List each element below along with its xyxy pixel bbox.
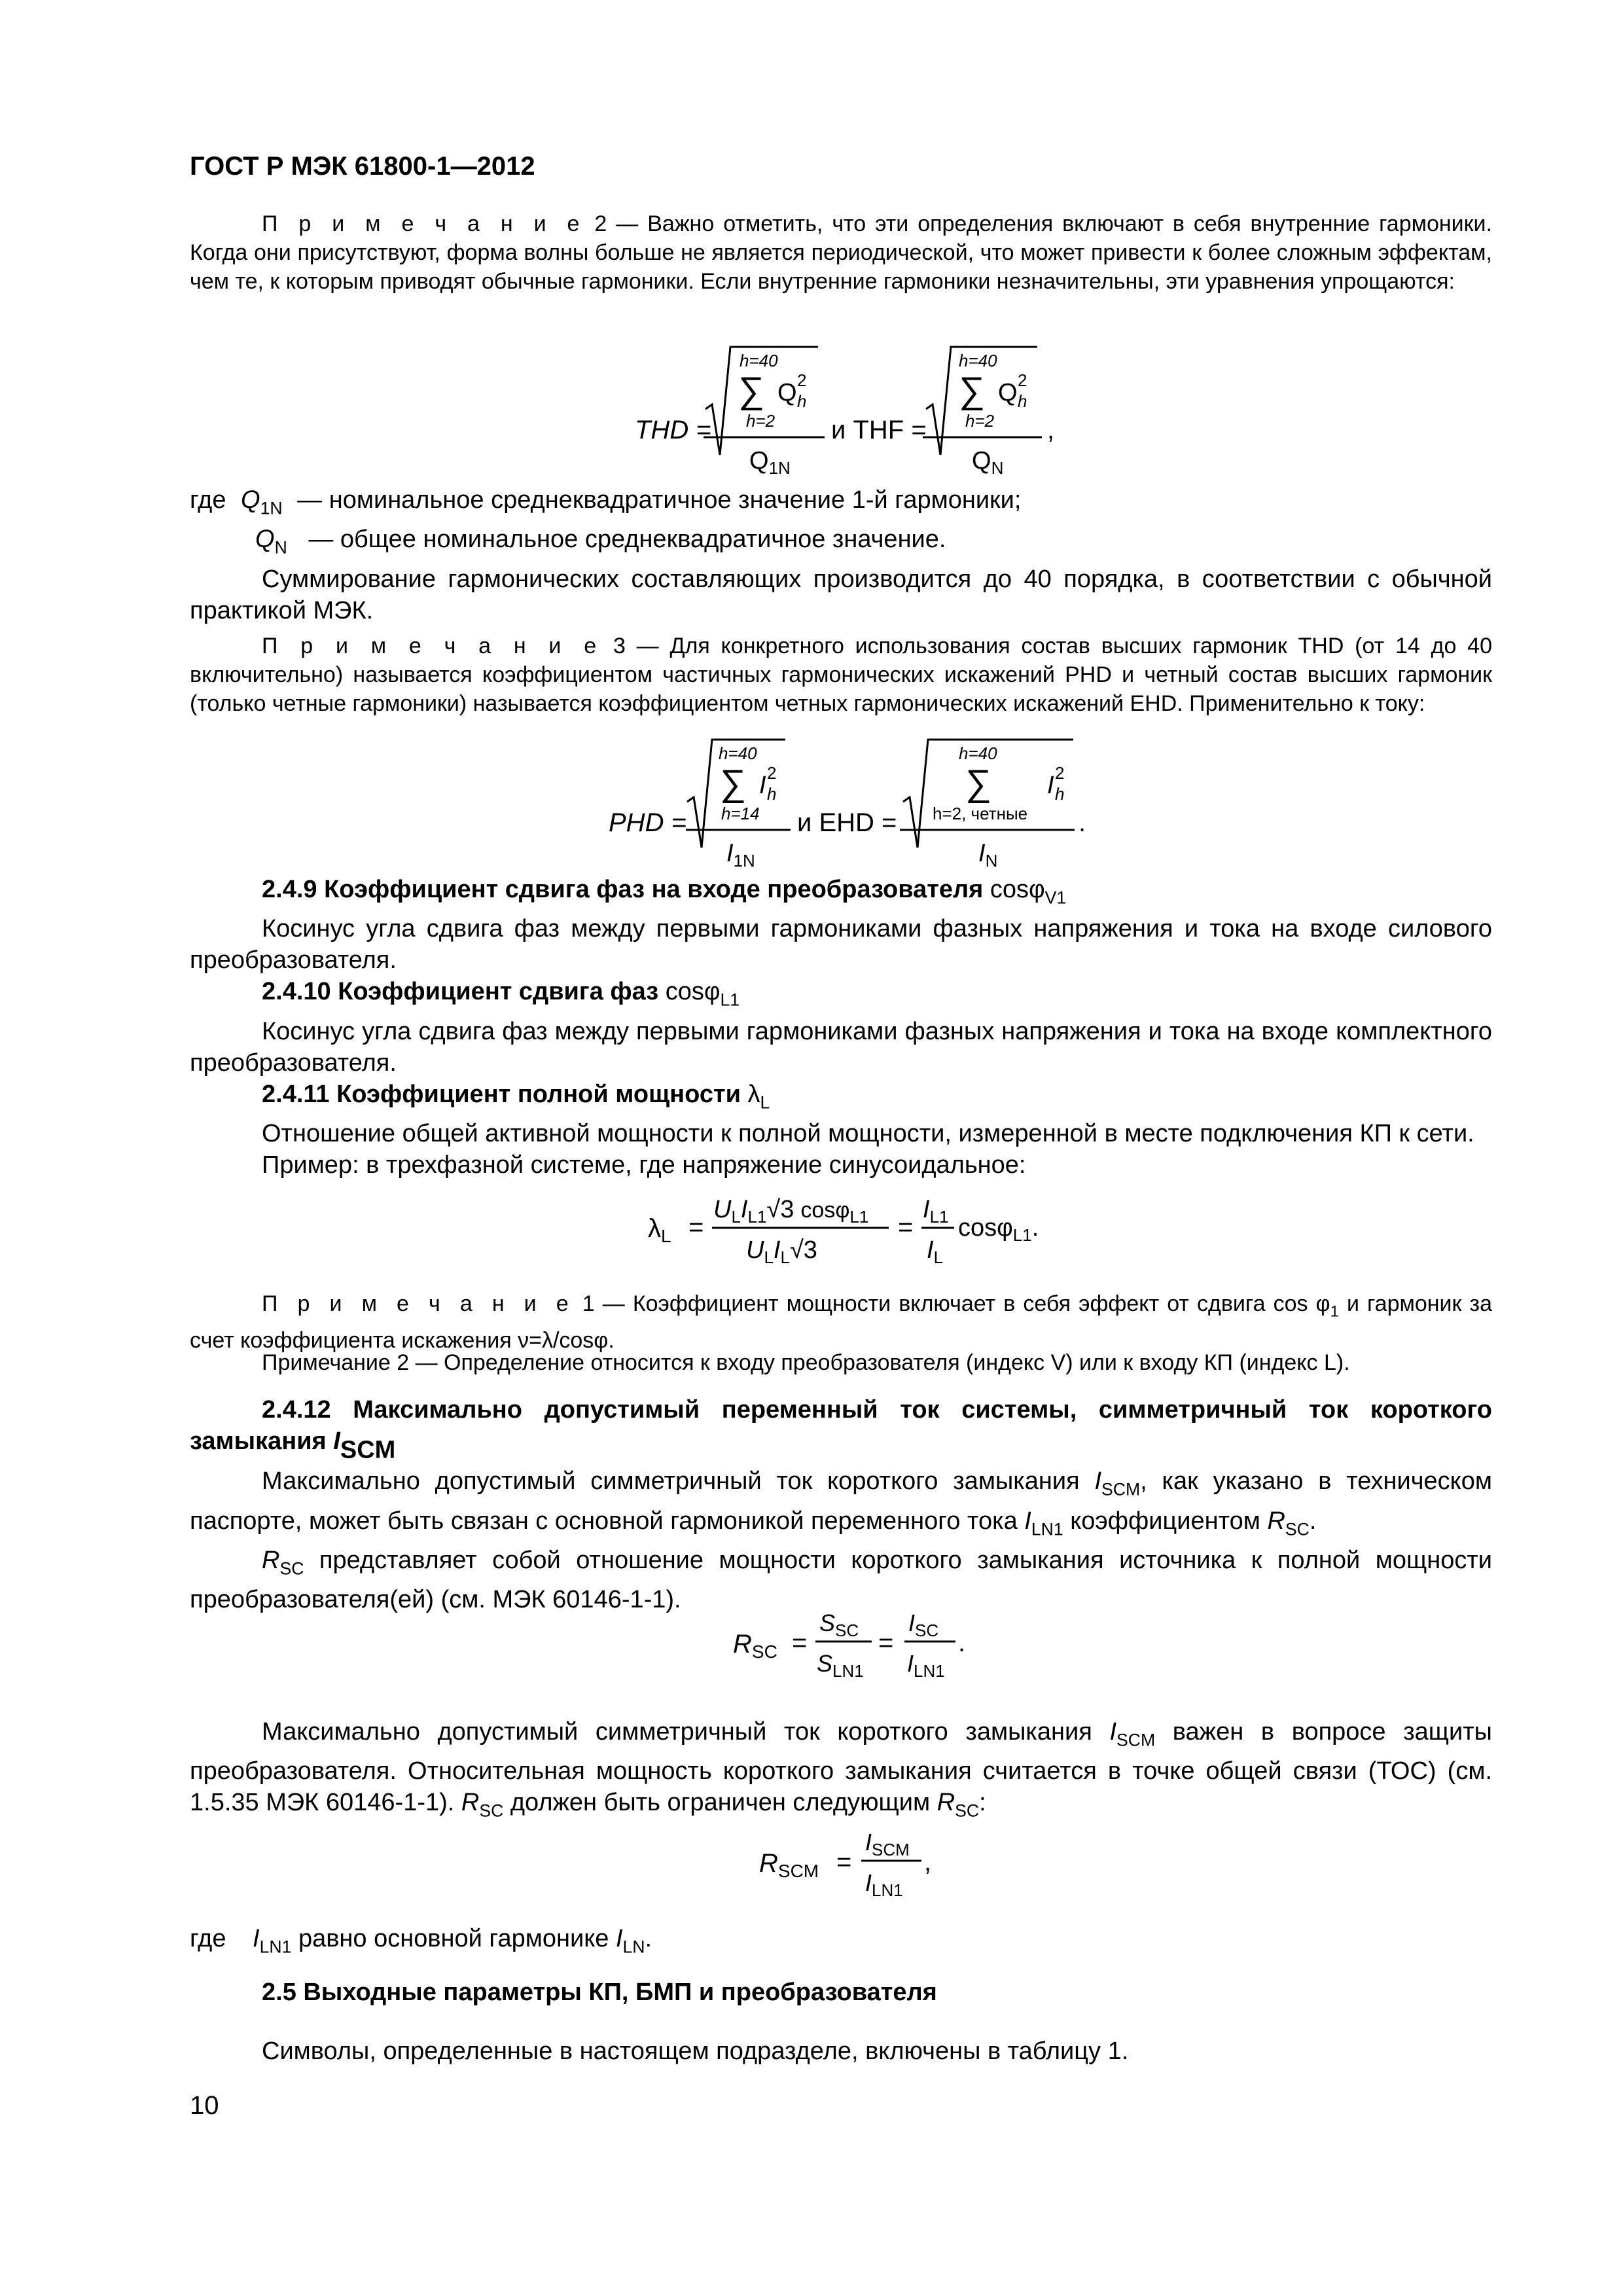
rscm-n: $I_{SCM}$: [865, 1829, 910, 1859]
heading-2-4-11: 2.4.11 Коэффициент полной мощности $\lambda_L$: [262, 1080, 770, 1112]
den-1: $Q_{1N}$: [749, 447, 791, 478]
heading-2-4-10: 2.4.10 Коэффициент сдвига фаз cosφ$_{L1}$: [262, 978, 740, 1010]
svg-text:.: .: [1079, 808, 1086, 837]
text-2-4-12-a: Максимально допустимый симметричный ток короткого замыкания $I_{SCM}$, как указано в техническом паспорте, может быть связан с основной гармоникой переменного тока $I_{LN1}$ коэффициентом $R_{SC}$.: [190, 1467, 1492, 1539]
sum-top-2: h=40: [959, 351, 997, 370]
rsc-lhs: $R_{SC}$: [733, 1630, 777, 1662]
sigma-3: ∑: [720, 762, 746, 803]
lambda-den-1: $U_LI_L√3$: [746, 1236, 817, 1267]
rsc-n1: $S_{SC}$: [819, 1609, 859, 1640]
document-header: ГОСТ Р МЭК 61800-1—2012: [190, 152, 535, 181]
where-line-2: $Q_N$ — общее номинальное среднеквадратичное значение.: [255, 526, 946, 558]
lambda-num-1: $U_LI_{L1}√3$ cosφ$_{L1}$: [713, 1196, 869, 1227]
ehd-label: и EHD =: [797, 808, 897, 837]
sum-bottom-1: h=2: [746, 411, 776, 431]
q-1-sup: 2: [797, 370, 807, 390]
para-iscm: Максимально допустимый симметричный ток короткого замыкания $I_{SCM}$ важен в вопросе защиты преобразователя. Относительная мощность короткого замыкания считается в точке общей связи (ТОС) (см. 1.5.35 МЭК 60146-1-1). $R_{SC}$ должен быть ограничен следующим $R_{SC}$:: [190, 1718, 1492, 1821]
svg-text:2: 2: [1055, 763, 1065, 783]
text-2-4-12-b: $R_{SC}$ представляет собой отношение мощности короткого замыкания источника к полной мощности преобразователя(ей) (см. МЭК 60146-1-1).: [190, 1546, 1493, 1614]
note-pf-1: П р и м е ч а н и е 1 — Коэффициент мощности включает в себя эффект от сдвига $\cos \varphi_1$ и гармоник за счет коэффициента искажения ν=λ/cosφ.: [190, 1291, 1492, 1354]
sum-top-1: h=40: [740, 351, 778, 370]
formula-lambda: [641, 1178, 1060, 1276]
rsc-d2: $I_{LN1}$: [907, 1650, 945, 1681]
page-number: 10: [190, 2091, 219, 2120]
q-2-sub: h: [1018, 391, 1027, 411]
note-number: 2: [594, 211, 607, 236]
svg-text:h=40: h=40: [959, 744, 997, 763]
rscm-lhs: $R_{SCM}$: [759, 1849, 819, 1881]
svg-text:=: =: [898, 1213, 914, 1242]
svg-text:I: I: [759, 772, 766, 799]
svg-text:h=14: h=14: [721, 804, 760, 823]
text-2-4-10: Косинус угла сдвига фаз между первыми гармониками фазных напряжения и тока на входе комплектного преобразователя.: [190, 1017, 1492, 1077]
thd-label: THD =: [635, 416, 711, 444]
svg-text:=: =: [792, 1628, 808, 1657]
sum-bottom-2: h=2: [965, 411, 995, 431]
text-2-4-11-b: Пример: в трехфазной системе, где напряжение синусоидальное:: [262, 1151, 1026, 1179]
sigma-2: ∑: [959, 369, 985, 410]
q-1: Q: [777, 379, 797, 406]
formula-rscm: [753, 1823, 949, 1908]
text-2-5: Символы, определенные в настоящем подразделе, включены в таблицу 1.: [262, 2037, 1129, 2065]
note-pf-2: Примечание 2 — Определение относится к входу преобразователя (индекс V) или к входу КП (индекс L).: [262, 1350, 1350, 1375]
q-1-sub: h: [797, 391, 807, 411]
svg-text:=: =: [878, 1628, 894, 1657]
where-line-1: где $Q_{1N}$ — номинальное среднеквадратичное значение 1-й гармоники;: [190, 486, 1022, 518]
svg-text:I: I: [1047, 772, 1054, 799]
text-2-4-11-a: Отношение общей активной мощности к полной мощности, измеренной в месте подключения КП к сети.: [262, 1119, 1474, 1147]
lambda-tail: cosφ$_{L1}$.: [958, 1214, 1039, 1245]
heading-2-4-9: 2.4.9 Коэффициент сдвига фаз на входе преобразователя cosφ$_{V1}$: [262, 876, 1067, 908]
heading-2-5: 2.5 Выходные параметры КП, БМП и преобразователя: [262, 1979, 937, 2006]
para-summation: Суммирование гармонических составляющих производится до 40 порядка, в соответствии с обычной практикой МЭК.: [190, 565, 1492, 624]
formula-thd-thf: [628, 340, 1073, 484]
rsc-n2: $I_{SC}$: [908, 1609, 939, 1640]
lambda-den-2: $I_L$: [927, 1236, 944, 1267]
svg-text:,: ,: [924, 1848, 932, 1876]
note-text: — Важно отметить, что эти определения включают в себя внутренние гармоники. Когда они присутствуют, форма волны больше не является периодической, что может привести к более сложным эффектам, чем те, к которым приводят обычные гармоники. Если внутренние гармоники незначительны, эти уравнения упрощаются:: [190, 211, 1492, 294]
svg-text:=: =: [688, 1213, 704, 1242]
section-2-4-12: [190, 1394, 1492, 1615]
sigma-4: ∑: [965, 762, 991, 803]
q-2: Q: [998, 379, 1018, 406]
where-list-1: [190, 484, 1492, 626]
den-4: $I_N$: [978, 840, 998, 870]
sigma-1: ∑: [738, 369, 764, 410]
sections-249-2411: [190, 874, 1492, 1181]
lambda-lhs: $\lambda_L$: [648, 1214, 671, 1246]
svg-text:h=2, четные: h=2, четные: [933, 804, 1028, 823]
note-3: П р и м е ч а н и е 3 — Для конкретного использования состав высших гармоник THD (от 14 до 40 включительно) называется коэффициентом частичных гармонических искажений PHD и четный состав высших гармоник (только четные гармоники) называется коэффициентом четных гармонических искажений EHD. Применительно к току:: [190, 634, 1493, 716]
rscm-d: $I_{LN1}$: [865, 1869, 903, 1900]
svg-text:h=40: h=40: [719, 744, 757, 763]
svg-text:h: h: [1055, 784, 1065, 804]
svg-text:2: 2: [767, 763, 777, 783]
q-2-sup: 2: [1018, 370, 1027, 390]
formula-rsc: [726, 1604, 975, 1689]
note-label: П р и м е ч а н и е: [262, 211, 586, 236]
svg-text:=: =: [836, 1848, 852, 1876]
den-2: $Q_N$: [972, 447, 1004, 478]
note-2: [190, 209, 1492, 296]
lambda-num-2: $I_{L1}$: [923, 1196, 949, 1227]
den-3: $I_{1N}$: [726, 840, 755, 870]
rsc-d1: $S_{LN1}$: [817, 1650, 864, 1681]
where-list-2: где $I_{LN1}$ равно основной гармонике $I_{LN}$.: [190, 1925, 652, 1957]
text-2-4-9: Косинус угла сдвига фаз между первыми гармониками фазных напряжения и тока на входе силового преобразователя.: [190, 915, 1492, 975]
phd-label: PHD =: [609, 808, 687, 837]
thf-label: и THF =: [831, 416, 927, 444]
comma-1: ,: [1047, 416, 1055, 444]
svg-text:h: h: [767, 784, 777, 804]
svg-text:.: .: [958, 1628, 966, 1657]
heading-2-4-12: 2.4.12 Максимально допустимый переменный ток системы, симметричный ток короткого замыкания $I_{SCM}$: [190, 1396, 1492, 1464]
formula-phd-ehd: [602, 733, 1099, 877]
